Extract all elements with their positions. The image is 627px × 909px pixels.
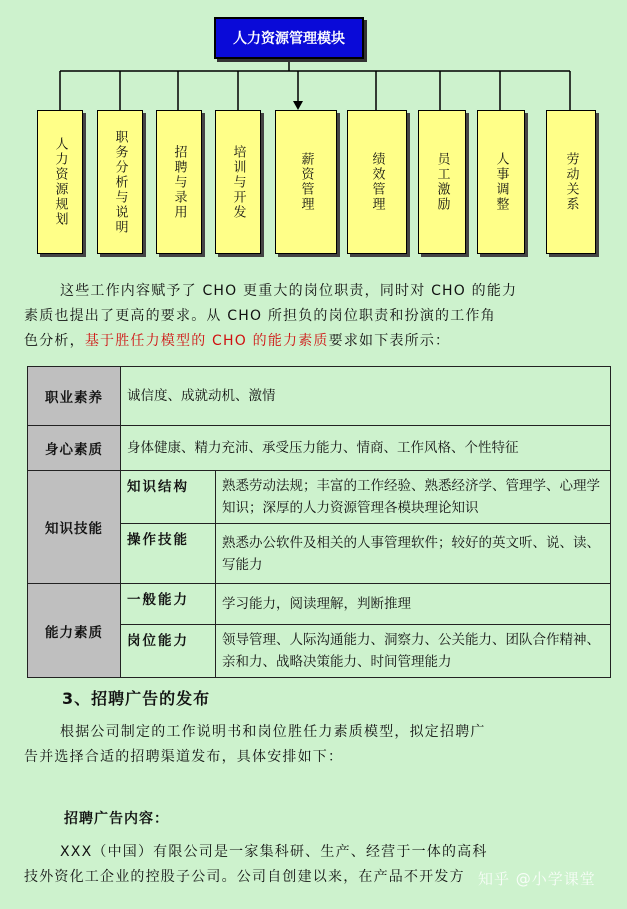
intro-paragraph (24, 279, 609, 354)
module-box-personnel-adjustment: 人事调整 (477, 110, 525, 254)
content-line-2: 技外资化工企业的控股子公司。公司自创建以来，在产品不开发方 (24, 869, 465, 885)
section-line-2: 告并选择合适的招聘渠道发布，具体安排如下： (24, 749, 344, 765)
module-box-labor-relations: 劳动关系 (546, 110, 596, 254)
category-cell: 身心素质 (28, 426, 121, 471)
table-row-physical-mental (28, 426, 611, 471)
table-row-general-ability (28, 584, 611, 625)
module-box-recruitment: 招聘与录用 (156, 110, 202, 254)
ad-content-subheading: 招聘广告内容： (64, 811, 169, 827)
value-cell: 领导管理、人际沟通能力、洞察力、公关能力、团队合作精神、亲和力、战略决策能力、时间管理能力 (216, 625, 611, 678)
content-line-1: XXX（中国）有限公司是一家集科研、生产、经营于一体的高科 (60, 844, 488, 860)
subcategory-cell: 知识结构 (121, 471, 216, 524)
value-cell: 诚信度、成就动机、激情 (121, 367, 611, 426)
subcategory-cell: 操作技能 (121, 524, 216, 584)
module-box-compensation: 薪资管理 (275, 110, 337, 254)
intro-highlight-text: 基于胜任力模型的 CHO 的能力素质 (84, 333, 329, 349)
section-heading: 3、招聘广告的发布 (62, 689, 211, 708)
competency-table (27, 366, 611, 678)
section-line-1: 根据公司制定的工作说明书和岗位胜任力素质模型，拟定招聘广 (60, 724, 486, 740)
hr-module-diagram (0, 0, 627, 262)
intro-line-1: 这些工作内容赋予了 CHO 更重大的岗位职责，同时对 CHO 的能力 (60, 283, 518, 299)
root-module-label: 人力资源管理模块 (233, 31, 345, 47)
intro-line-3-start: 色分析， (24, 333, 85, 349)
root-module-box (214, 17, 364, 59)
table-row-knowledge-structure (28, 471, 611, 524)
table-row-professional (28, 367, 611, 426)
subcategory-cell: 一般能力 (121, 584, 216, 625)
module-box-performance: 绩效管理 (347, 110, 407, 254)
intro-line-2: 素质也提出了更高的要求。从 CHO 所担负的岗位职责和扮演的工作角 (24, 308, 496, 324)
watermark: 知乎 @小学课堂 (478, 870, 596, 888)
module-box-training: 培训与开发 (215, 110, 261, 254)
module-box-incentive: 员工激励 (418, 110, 466, 254)
module-box-hr-planning: 人力资源规划 (37, 110, 83, 254)
value-cell: 学习能力，阅读理解，判断推理 (216, 584, 611, 625)
section-paragraph (24, 720, 609, 770)
value-cell: 熟悉办公软件及相关的人事管理软件；较好的英文听、说、读、写能力 (216, 524, 611, 584)
subcategory-cell: 岗位能力 (121, 625, 216, 678)
value-cell: 身体健康、精力充沛、承受压力能力、情商、工作风格、个性特征 (121, 426, 611, 471)
category-cell: 职业素养 (28, 367, 121, 426)
value-cell: 熟悉劳动法规；丰富的工作经验、熟悉经济学、管理学、心理学知识；深厚的人力资源管理各模块理论知识 (216, 471, 611, 524)
intro-line-3-end: 要求如下表所示： (328, 333, 451, 349)
category-cell: 能力素质 (28, 584, 121, 678)
module-box-job-analysis: 职务分析与说明 (97, 110, 143, 254)
category-cell: 知识技能 (28, 471, 121, 584)
